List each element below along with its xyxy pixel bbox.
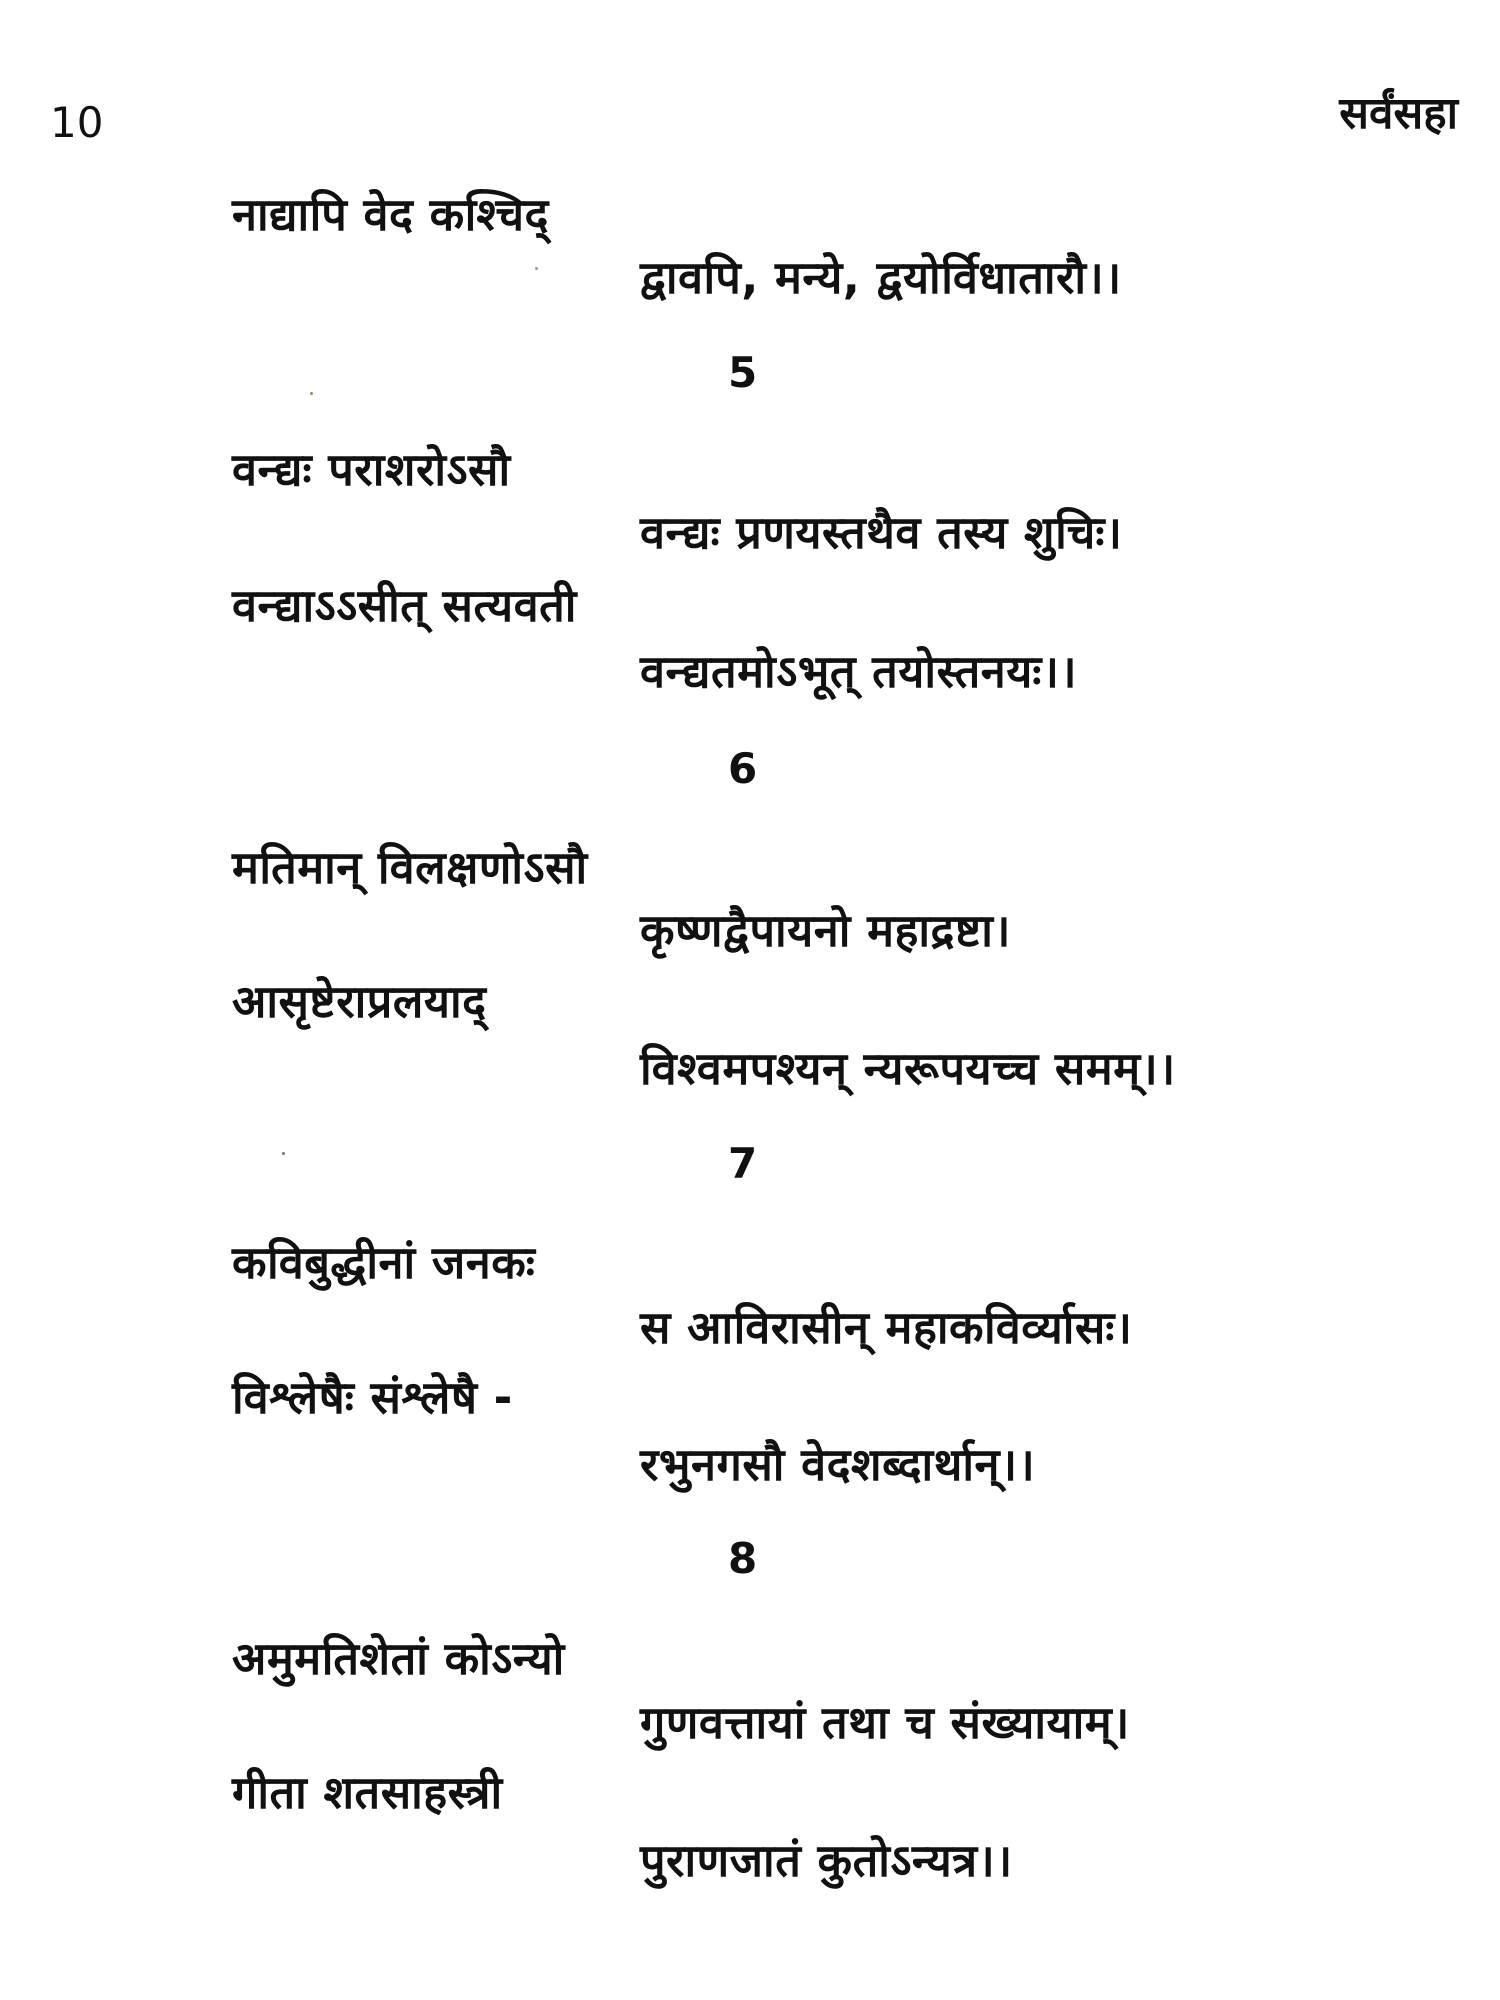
verse-line: गुणवत्तायां तथा च संख्यायाम्।	[640, 1696, 1130, 1749]
verse-line: नाद्यापि वेद कश्चिद्	[232, 188, 549, 241]
verse-line: अमुमतिशेतां कोऽन्यो	[232, 1632, 565, 1685]
verse-line: कविबुद्धीनां जनकः	[232, 1236, 536, 1289]
verse-line: वन्द्यः पराशरोऽसौ	[232, 443, 511, 496]
verse-number: 5	[728, 348, 758, 397]
verse-number: 8	[728, 1534, 758, 1583]
verse-line: मतिमान् विलक्षणोऽसौ	[232, 841, 588, 894]
verse-line: विश्वमपश्यन् न्यरूपयच्च समम्।।	[640, 1042, 1176, 1095]
print-speck	[310, 392, 313, 395]
verse-line: स आविरासीन् महाकविर्व्यासः।	[640, 1301, 1133, 1354]
verse-line: पुराणजातं कुतोऽन्यत्र।।	[640, 1834, 1013, 1887]
verse-line: विश्लेषैः संश्लेषै -	[232, 1371, 513, 1424]
verse-line: कृष्णद्वैपायनो महाद्रष्टा।	[640, 904, 1011, 957]
print-speck	[282, 1152, 285, 1155]
verse-line: वन्द्यः प्रणयस्तथैव तस्य शुचिः।	[640, 506, 1123, 559]
verse-line: रभुनगसौ वेदशब्दार्थान्।।	[640, 1438, 1036, 1491]
verse-line: गीता शतसाहस्त्री	[232, 1766, 503, 1819]
page-number: 10	[50, 98, 104, 147]
verse-line: वन्द्याऽऽसीत् सत्यवती	[232, 579, 577, 632]
verse-line: वन्द्यतमोऽभूत् तयोस्तनयः।।	[640, 645, 1077, 698]
verse-line: आसृष्टेराप्रलयाद्	[232, 975, 487, 1028]
verse-line: द्वावपि, मन्ये, द्वयोर्विधातारौ।।	[640, 251, 1122, 304]
verse-number: 7	[728, 1139, 758, 1188]
print-speck	[535, 267, 538, 270]
verse-number: 6	[728, 744, 758, 793]
running-title: सर्वंसहा	[1339, 88, 1458, 139]
